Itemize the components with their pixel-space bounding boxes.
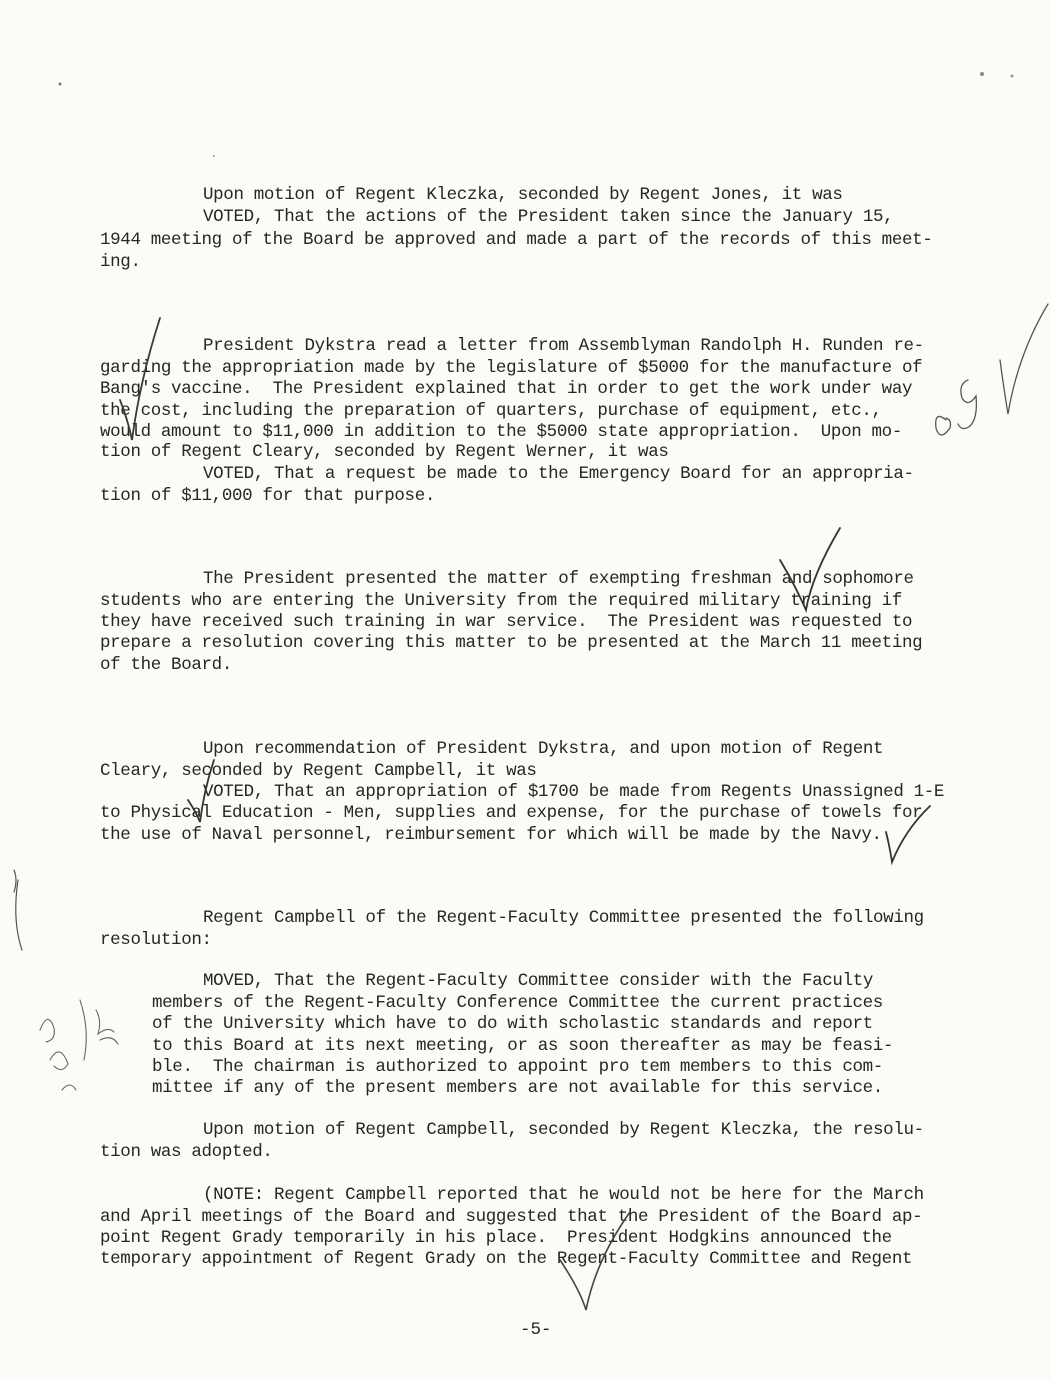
text-line: President Dykstra read a letter from Assemblyman Randolph H. Runden re-	[203, 336, 924, 356]
text-line: tion was adopted.	[100, 1142, 273, 1162]
text-line: prepare a resolution covering this matter to be presented at the March 11 meeting	[100, 633, 923, 653]
text-line: point Regent Grady temporarily in his place. President Hodgkins announced the	[100, 1228, 892, 1248]
margin-note-icon	[40, 1000, 118, 1090]
text-line: of the Board.	[100, 655, 232, 675]
text-line: they have received such training in war service. The President was requested to	[100, 612, 913, 632]
text-line: VOTED, That the actions of the President taken since the January 15,	[203, 207, 894, 227]
text-line: garding the appropriation made by the legislature of $5000 for the manufacture of	[100, 358, 923, 378]
text-line: 1944 meeting of the Board be approved and made a part of the records of this meet-	[100, 230, 933, 250]
text-line: students who are entering the University from the required military training if	[100, 591, 902, 611]
text-line: MOVED, That the Regent-Faculty Committee consider with the Faculty	[203, 971, 874, 991]
text-line: ble. The chairman is authorized to appoint pro tem members to this com-	[152, 1057, 883, 1077]
text-line: mittee if any of the present members are not available for this service.	[152, 1078, 883, 1098]
text-line: Bang's vaccine. The President explained that in order to get the work under way	[100, 379, 913, 399]
text-line: tion of $11,000 for that purpose.	[100, 486, 436, 506]
text-line: ing.	[100, 252, 141, 272]
text-line: Regent Campbell of the Regent-Faculty Committee presented the following	[203, 908, 924, 928]
text-line: temporary appointment of Regent Grady on the Regent-Faculty Committee and Regent	[100, 1249, 913, 1269]
text-line: members of the Regent-Faculty Conference Committee the current practices	[152, 993, 883, 1013]
margin-note-icon	[936, 304, 1048, 435]
text-line: resolution:	[100, 930, 212, 950]
text-line: to Physical Education - Men, supplies and expense, for the purchase of towels for	[100, 803, 923, 823]
text-line: tion of Regent Cleary, seconded by Regent Werner, it was	[100, 442, 669, 462]
text-line: VOTED, That an appropriation of $1700 be made from Regents Unassigned 1-E	[203, 782, 945, 802]
text-line: and April meetings of the Board and suggested that the President of the Board ap-	[100, 1207, 923, 1227]
text-line: the cost, including the preparation of quarters, purchase of equipment, etc.,	[100, 401, 882, 421]
text-line: Upon motion of Regent Kleczka, seconded by Regent Jones, it was	[203, 185, 843, 205]
text-line: of the University which have to do with scholastic standards and report	[152, 1014, 873, 1034]
text-line: would amount to $11,000 in addition to the $5000 state appropriation. Upon mo-	[100, 422, 902, 442]
text-line: the use of Naval personnel, reimbursement for which will be made by the Navy.	[100, 825, 882, 845]
margin-mark-icon	[14, 870, 22, 950]
page-number: -5-	[520, 1320, 552, 1340]
text-line: Upon recommendation of President Dykstra, and upon motion of Regent	[203, 739, 884, 759]
text-line: to this Board at its next meeting, or as soon thereafter as may be feasi-	[152, 1036, 894, 1056]
text-line: The President presented the matter of exempting freshman and sophomore	[203, 569, 914, 589]
text-line: Cleary, seconded by Regent Campbell, it was	[100, 761, 537, 781]
text-line: (NOTE: Regent Campbell reported that he would not be here for the March	[203, 1185, 924, 1205]
text-line: VOTED, That a request be made to the Emergency Board for an appropria-	[203, 464, 914, 484]
text-line: Upon motion of Regent Campbell, seconded by Regent Kleczka, the resolu-	[203, 1120, 924, 1140]
